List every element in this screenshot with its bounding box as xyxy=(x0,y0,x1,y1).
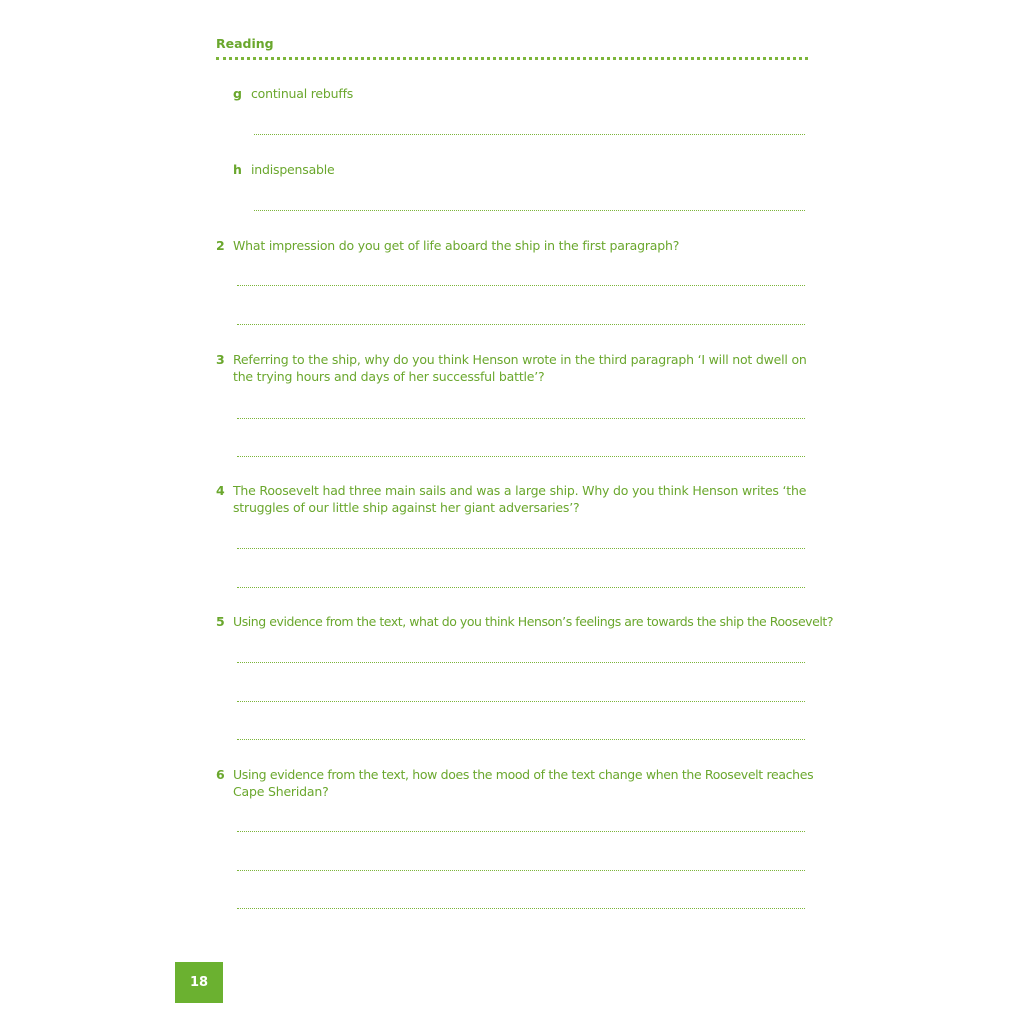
question-number: 4 xyxy=(216,483,225,498)
question-4 xyxy=(216,482,811,518)
question-text-line-1: Referring to the ship, why do you think Henson wrote in the third paragraph ‘I will not dwell on xyxy=(233,352,807,367)
question-text-line-2: Cape Sheridan? xyxy=(233,784,329,799)
question-text-line-2: the trying hours and days of her successful battle’? xyxy=(233,369,545,384)
answer-line[interactable] xyxy=(237,456,805,457)
question-number: 6 xyxy=(216,767,225,782)
answer-line[interactable] xyxy=(237,587,805,588)
section-title: Reading xyxy=(216,36,274,51)
question-5 xyxy=(216,613,834,631)
question-text-line-1: Using evidence from the text, how does the mood of the text change when the Roosevelt reaches xyxy=(233,767,814,782)
question-text: continual rebuffs xyxy=(251,86,354,101)
answer-line[interactable] xyxy=(237,908,805,909)
question-text-line-1: The Roosevelt had three main sails and was a large ship. Why do you think Henson writes ‘the xyxy=(233,483,807,498)
question-3 xyxy=(216,351,811,387)
question-number: 2 xyxy=(216,238,225,253)
answer-line[interactable] xyxy=(237,662,805,663)
answer-line[interactable] xyxy=(237,870,805,871)
answer-line[interactable] xyxy=(237,324,805,325)
question-g xyxy=(233,85,808,103)
question-label: h xyxy=(233,162,242,177)
answer-line[interactable] xyxy=(237,831,805,832)
question-text: indispensable xyxy=(251,162,335,177)
answer-line[interactable] xyxy=(237,418,805,419)
answer-line[interactable] xyxy=(237,701,805,702)
answer-line[interactable] xyxy=(237,285,805,286)
answer-line[interactable] xyxy=(237,739,805,740)
question-label: g xyxy=(233,86,242,101)
question-2 xyxy=(216,237,811,255)
question-number: 5 xyxy=(216,614,225,629)
question-text-line-2: struggles of our little ship against her giant adversaries’? xyxy=(233,500,580,515)
question-h xyxy=(233,161,808,179)
question-6 xyxy=(216,766,816,802)
answer-line[interactable] xyxy=(237,548,805,549)
page-number: 18 xyxy=(175,962,223,1003)
section-header xyxy=(216,36,808,60)
question-number: 3 xyxy=(216,352,225,367)
answer-line[interactable] xyxy=(254,210,805,211)
answer-line[interactable] xyxy=(254,134,805,135)
question-text: What impression do you get of life aboard the ship in the first paragraph? xyxy=(233,238,680,253)
header-dotted-rule xyxy=(216,57,808,60)
question-text: Using evidence from the text, what do you think Henson’s feelings are towards the ship the Roosevelt? xyxy=(233,614,834,629)
